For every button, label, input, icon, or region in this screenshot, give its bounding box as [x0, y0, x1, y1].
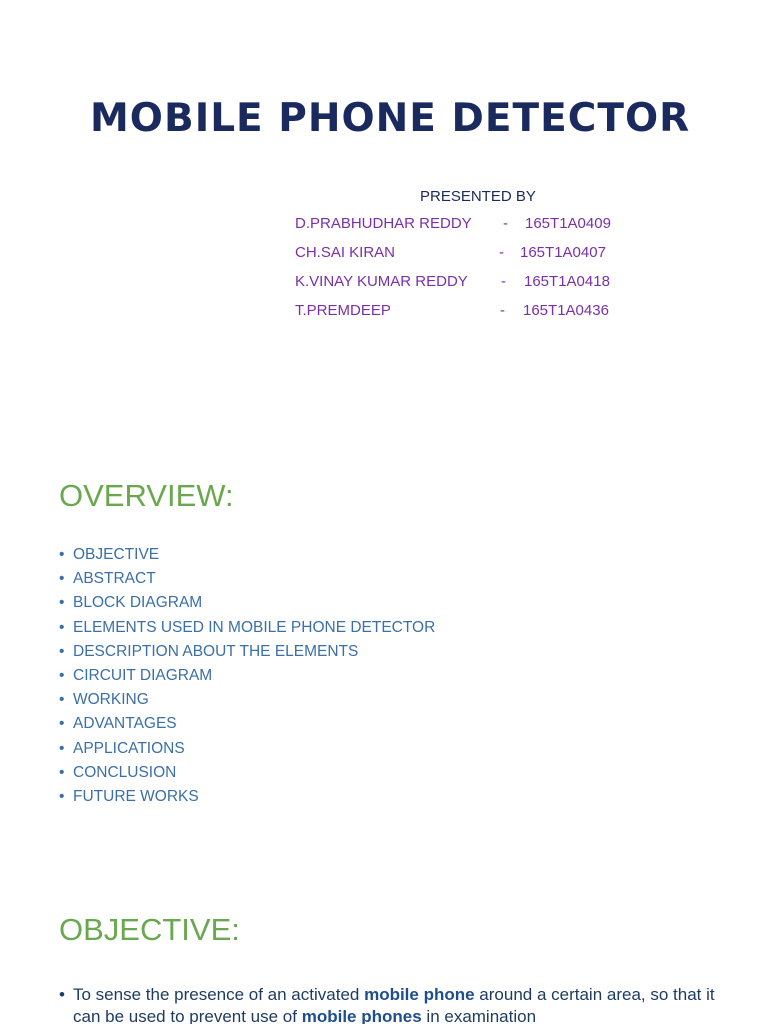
list-item-label: CIRCUIT DIAGRAM — [73, 666, 213, 684]
presenter-row — [295, 244, 655, 273]
list-item — [59, 643, 435, 667]
list-item-label: BLOCK DIAGRAM — [73, 594, 203, 612]
list-item-label: APPLICATIONS — [73, 739, 185, 757]
bullet-icon: • — [59, 763, 65, 781]
list-item-label: ADVANTAGES — [73, 715, 177, 733]
list-item — [59, 667, 435, 691]
presenter-name: D.PRABHUDHAR REDDY — [295, 215, 472, 232]
list-item-label: OBJECTIVE — [73, 546, 160, 563]
objective-text-body — [73, 984, 739, 1024]
emphasis-text: mobile phones — [301, 1007, 422, 1024]
presenter-name: T.PREMDEEP — [295, 302, 391, 319]
presenter-separator: - — [500, 302, 505, 319]
bullet-icon: • — [59, 618, 65, 636]
presenter-list — [295, 215, 655, 331]
presenter-name: K.VINAY KUMAR REDDY — [295, 273, 468, 290]
list-item — [59, 788, 435, 812]
presenter-row — [295, 273, 655, 302]
bullet-icon: • — [59, 715, 65, 733]
bullet-icon: • — [59, 985, 65, 1004]
overview-heading: OVERVIEW: — [59, 478, 234, 513]
bullet-icon: • — [59, 594, 65, 612]
bullet-icon: • — [59, 691, 65, 709]
list-item — [59, 764, 435, 788]
presenter-row — [295, 302, 655, 331]
list-item — [59, 715, 435, 739]
objective-slide — [0, 870, 768, 1024]
list-item-label: ABSTRACT — [73, 570, 156, 588]
objective-heading: OBJECTIVE: — [59, 912, 240, 947]
list-item — [59, 740, 435, 764]
presenter-separator: - — [499, 244, 504, 261]
list-item — [59, 546, 435, 570]
text-run: To sense the presence of an activated — [73, 985, 365, 1004]
presentation-title: MOBILE PHONE DETECTOR — [90, 96, 691, 141]
list-item-label: FUTURE WORKS — [73, 787, 199, 805]
list-item-label: DESCRIPTION ABOUT THE ELEMENTS — [73, 642, 359, 660]
presented-by-label: PRESENTED BY — [420, 188, 536, 205]
bullet-icon: • — [59, 666, 65, 684]
list-item-label: CONCLUSION — [73, 763, 177, 781]
overview-slide — [0, 440, 768, 870]
presenter-separator: - — [503, 215, 508, 232]
list-item — [59, 570, 435, 594]
objective-paragraph — [59, 984, 739, 1024]
presenter-roll-number: 165T1A0407 — [520, 244, 606, 261]
overview-list — [59, 546, 435, 812]
bullet-icon: • — [59, 739, 65, 757]
presenter-row — [295, 215, 655, 244]
presenter-roll-number: 165T1A0409 — [525, 215, 611, 232]
list-item-label: WORKING — [73, 691, 149, 709]
presenter-roll-number: 165T1A0418 — [524, 273, 610, 290]
bullet-icon: • — [59, 642, 65, 660]
list-item — [59, 691, 435, 715]
bullet-icon: • — [59, 787, 65, 805]
presenter-name: CH.SAI KIRAN — [295, 244, 396, 261]
list-item — [59, 594, 435, 618]
presenter-separator: - — [501, 273, 506, 290]
emphasis-text: mobile phone — [364, 985, 475, 1004]
title-slide — [0, 0, 768, 440]
list-item — [59, 619, 435, 643]
bullet-icon: • — [59, 546, 65, 563]
bullet-icon: • — [59, 570, 65, 588]
list-item-label: ELEMENTS USED IN MOBILE PHONE DETECTOR — [73, 618, 436, 636]
text-run: around a certain area, so that it can be used to prevent use of — [73, 985, 715, 1024]
presenter-roll-number: 165T1A0436 — [523, 302, 609, 319]
text-run: in examination — [421, 1007, 537, 1024]
